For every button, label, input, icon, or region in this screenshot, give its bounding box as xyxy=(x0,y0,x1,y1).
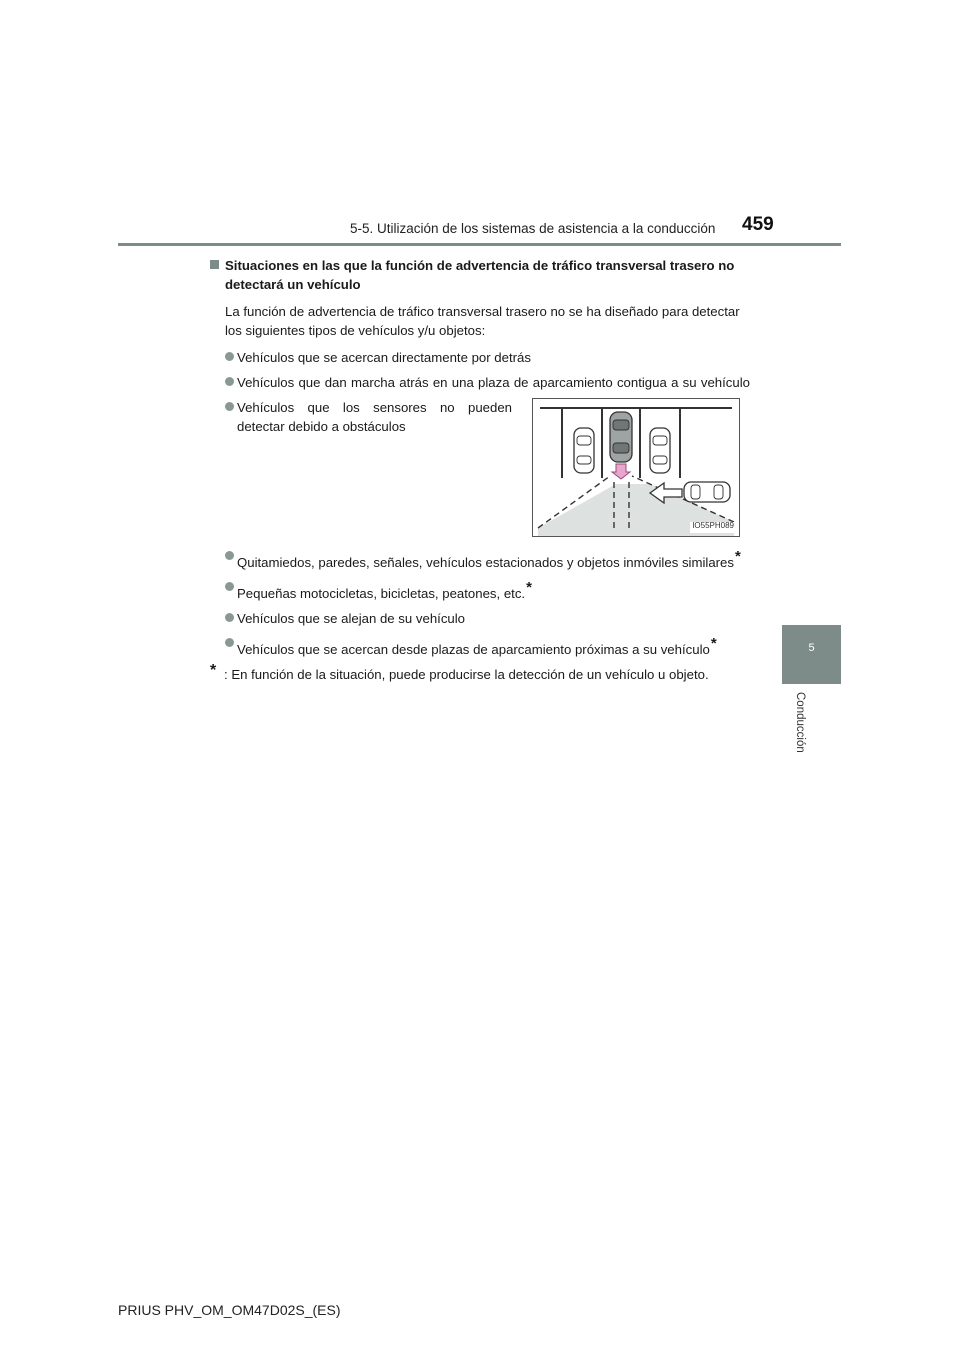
list-item xyxy=(210,609,750,628)
parked-car-left xyxy=(574,428,594,473)
footnote-reference: * xyxy=(734,548,741,565)
own-car xyxy=(610,412,632,462)
footnote-reference: * xyxy=(710,635,717,652)
footnote-reference: * xyxy=(526,579,532,596)
list-item xyxy=(210,578,750,603)
circle-bullet-icon xyxy=(225,551,234,560)
circle-bullet-icon xyxy=(225,638,234,647)
footnote-marker: * xyxy=(210,662,217,679)
circle-bullet-icon xyxy=(225,582,234,591)
chapter-number: 5 xyxy=(808,642,815,654)
section-intro: La función de advertencia de tráfico transversal trasero no se ha diseñado para detectar los siguientes tipos de vehículos y/u objetos: xyxy=(225,304,740,338)
list-item xyxy=(210,634,750,659)
main-content xyxy=(210,256,750,684)
circle-bullet-icon xyxy=(225,352,234,361)
header-divider xyxy=(118,243,841,246)
footnote xyxy=(210,662,750,684)
list-item-text: Vehículos que se alejan de su vehículo xyxy=(237,611,466,626)
parked-car-right xyxy=(650,428,670,473)
list-item-text: Quitamiedos, paredes, señales, vehículos estacionados y objetos inmóviles similares xyxy=(237,555,734,570)
document-id: PRIUS PHV_OM_OM47D02S_(ES) xyxy=(118,1302,341,1318)
list-item-with-figure xyxy=(210,398,750,537)
circle-bullet-icon xyxy=(225,613,234,622)
page-number: 459 xyxy=(742,214,774,235)
figure-code: IO55PH089 xyxy=(692,521,734,530)
list-item xyxy=(210,398,512,436)
chapter-tab xyxy=(782,625,841,684)
circle-bullet-icon xyxy=(225,402,234,411)
square-bullet-icon xyxy=(210,260,219,269)
chapter-label: Conducción xyxy=(794,692,806,753)
list-item xyxy=(210,348,750,367)
circle-bullet-icon xyxy=(225,377,234,386)
list-item-text: Pequeñas motocicletas, bicicletas, peatones, etc. xyxy=(237,586,526,601)
list-item xyxy=(210,373,750,392)
header-section-title: 5-5. Utilización de los sistemas de asistencia a la conducción xyxy=(350,221,716,236)
list-item-text: Vehículos que dan marcha atrás en una plaza de aparcamiento contigua a su vehículo xyxy=(237,375,750,390)
section-heading xyxy=(210,256,750,294)
list-item-text: Vehículos que se acercan directamente por detrás xyxy=(237,350,531,365)
footnote-text: : En función de la situación, puede producirse la detección de un vehículo u objeto. xyxy=(224,667,709,682)
parking-illustration xyxy=(532,398,740,537)
section-heading-text: Situaciones en las que la función de advertencia de tráfico transversal trasero no detectará un vehículo xyxy=(225,258,735,292)
list-item-text: Vehículos que se acercan desde plazas de aparcamiento próximas a su vehículo xyxy=(237,642,710,657)
list-item xyxy=(210,547,750,572)
list-item-text: Vehículos que los sensores no pueden detectar debido a obstáculos xyxy=(237,400,512,434)
